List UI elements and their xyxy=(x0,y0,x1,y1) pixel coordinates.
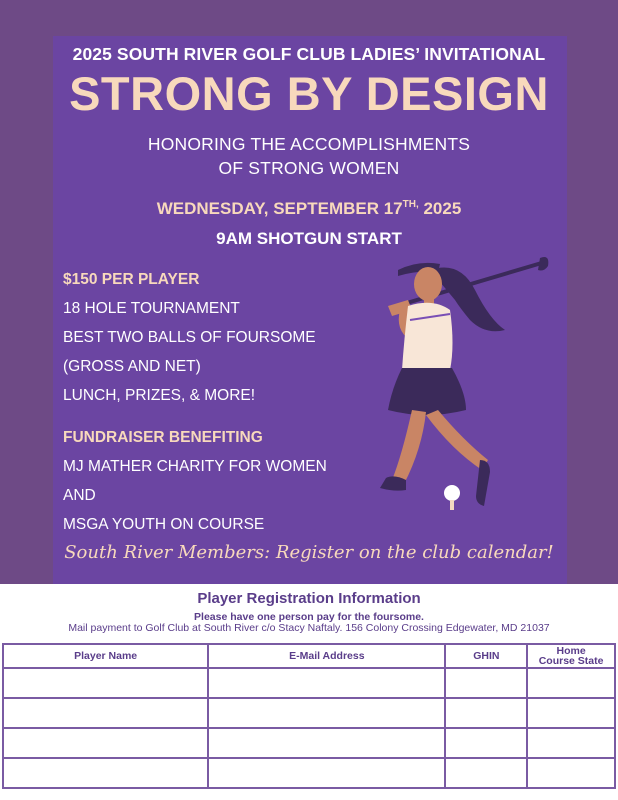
head-icon xyxy=(414,267,442,301)
subtitle-line: HONORING THE ACCOMPLISHMENTS xyxy=(147,134,471,154)
skirt-icon xyxy=(388,368,466,415)
form-mail-address: Mail payment to Golf Club at South River c/o Stacy Naftaly. 156 Colony Crossing Edgewater, MD 21037 xyxy=(68,622,550,634)
club-head-icon xyxy=(538,257,548,271)
col-home-label: Home xyxy=(556,645,586,657)
date-ordinal: TH, xyxy=(402,199,419,210)
shirt-icon xyxy=(402,303,453,370)
subtitle xyxy=(0,132,618,180)
fundraiser-line: MJ MATHER CHARITY FOR WOMEN xyxy=(63,458,327,475)
fundraiser-line: AND xyxy=(63,487,96,504)
detail-item: (GROSS AND NET) xyxy=(63,358,201,375)
course-state-cell[interactable] xyxy=(527,758,615,788)
fundraiser-line: MSGA YOUTH ON COURSE xyxy=(63,516,265,533)
ghin-cell[interactable] xyxy=(445,668,527,698)
tee-icon xyxy=(450,500,454,510)
player-name-cell[interactable] xyxy=(3,728,208,758)
table-row xyxy=(3,668,615,698)
table-row xyxy=(3,758,615,788)
form-title: Player Registration Information xyxy=(197,590,421,607)
event-details xyxy=(63,265,316,410)
registration-form xyxy=(0,584,618,800)
price: $150 PER PLAYER xyxy=(63,271,200,288)
form-note: Please have one person pay for the foursome. xyxy=(194,611,424,623)
fundraiser-heading: FUNDRAISER BENEFITING xyxy=(63,429,263,446)
date-year: 2025 xyxy=(418,199,462,218)
start-time: 9AM SHOTGUN START xyxy=(216,229,402,248)
email-cell[interactable] xyxy=(208,668,445,698)
date-text: WEDNESDAY, SEPTEMBER 17 xyxy=(156,199,403,218)
shoe-icon xyxy=(380,476,406,490)
ghin-cell[interactable] xyxy=(445,728,527,758)
player-name-cell[interactable] xyxy=(3,698,208,728)
fundraiser xyxy=(63,423,327,539)
course-state-cell[interactable] xyxy=(527,668,615,698)
register-note: South River Members: Register on the club calendar! xyxy=(64,542,554,563)
course-state-cell[interactable] xyxy=(527,698,615,728)
player-name-cell[interactable] xyxy=(3,758,208,788)
email-cell[interactable] xyxy=(208,728,445,758)
col-player-name: Player Name xyxy=(3,644,208,668)
course-state-cell[interactable] xyxy=(527,728,615,758)
col-email: E-Mail Address xyxy=(208,644,445,668)
leg-icon xyxy=(392,410,426,484)
golfer-illustration xyxy=(360,250,560,520)
table-row xyxy=(3,728,615,758)
detail-item: LUNCH, PRIZES, & MORE! xyxy=(63,387,256,404)
ghin-cell[interactable] xyxy=(445,758,527,788)
col-ghin: GHIN xyxy=(445,644,527,668)
event-date xyxy=(0,199,618,219)
table-row xyxy=(3,698,615,728)
col-course-state-label: Course State xyxy=(538,655,604,667)
col-home-course-state xyxy=(527,644,615,668)
ghin-cell[interactable] xyxy=(445,698,527,728)
email-cell[interactable] xyxy=(208,698,445,728)
registration-table xyxy=(2,643,616,789)
subtitle-line: OF STRONG WOMEN xyxy=(218,158,400,178)
detail-item: 18 HOLE TOURNAMENT xyxy=(63,300,240,317)
event-title: 2025 SOUTH RIVER GOLF CLUB LADIES’ INVITATIONAL xyxy=(72,44,546,64)
golf-ball-icon xyxy=(444,485,460,501)
headline: STRONG BY DESIGN xyxy=(69,67,549,120)
email-cell[interactable] xyxy=(208,758,445,788)
detail-item: BEST TWO BALLS OF FOURSOME xyxy=(63,329,316,346)
player-name-cell[interactable] xyxy=(3,668,208,698)
